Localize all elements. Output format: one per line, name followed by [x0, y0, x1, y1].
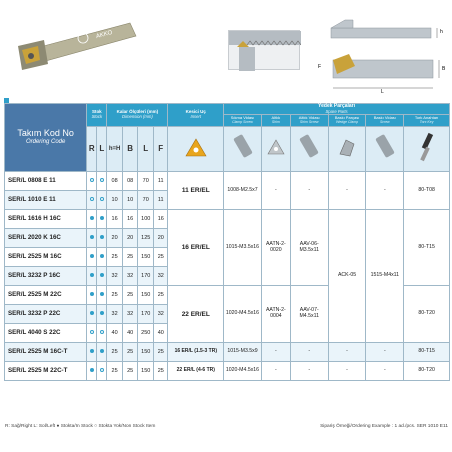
ordering-code-header	[5, 104, 87, 172]
table-row: SER/L 2020 K 16C 20 20 125 20	[5, 229, 450, 248]
dimension-drawing	[315, 14, 450, 96]
col-l: L	[97, 127, 107, 172]
insert-header: Kesici Uç Insert	[168, 104, 224, 127]
machining-diagram	[228, 30, 300, 70]
spare-col-torx-key: Tork Anahtarı Torx Key	[404, 115, 450, 127]
table-row: SER/L 0808 E 11 08 08 70 11 11 ER/EL 1008-M2.5x7 - - - - 80-T08	[5, 172, 450, 191]
label-l: L	[381, 89, 384, 95]
spare-col-screw: Baskı Vidası Screw	[366, 115, 404, 127]
col-h: h=H	[107, 127, 123, 172]
spare-col-wedge-clamp: Baskı Parçası Wedge Clamp	[328, 115, 366, 127]
insert-icon	[168, 127, 224, 172]
table-row: SER/L 2525 M 22C 25 25 150 25 22 ER/EL 1020-M4.5x16 AATN-2-0004 AAV-07-M4.5x11 80-T20	[5, 286, 450, 305]
stock-header: Stok Stock	[87, 104, 107, 127]
table-row: SER/L 4040 S 22C 40 40 250 40	[5, 324, 450, 343]
table-row: SER/L 3232 P 16C 32 32 170 32	[5, 267, 450, 286]
label-f: F	[318, 64, 322, 70]
product-table	[4, 103, 450, 381]
spare-parts-header: Yedek Parçaları Spare Parts	[224, 104, 450, 115]
spare-col-clamp-screw: Sıkma Vidası Clamp Screw	[224, 115, 262, 127]
table-row: SER/L 1616 H 16C 16 16 100 16 16 ER/EL 1015-M3.5x16 AATN-2-0020 AAV-06-M3.5x11 ACK-05 1515-M4x11 80-T15	[5, 210, 450, 229]
ordering-code-title: Takım Kod No	[17, 128, 74, 139]
table-row: SER/L 2525 M 22C-T 25 25 150 25 22 ER/L (4-6 TR) 1020-M4.5x16 - - - - 80-T20	[5, 362, 450, 381]
spare-col-shim: Altlık Shim	[261, 115, 290, 127]
table-row: SER/L 3232 P 22C 32 32 170 32	[5, 305, 450, 324]
shim-screw-icon	[290, 127, 328, 172]
clamp-screw-icon	[224, 127, 262, 172]
col-f: F	[154, 127, 168, 172]
table-row: SER/L 2525 M 16C 25 25 150 25	[5, 248, 450, 267]
dimensions-header: Kalar Ölçüleri (mm) Dimension (mm)	[107, 104, 168, 127]
logo-text: AKKO	[95, 29, 114, 41]
wedge-clamp-icon	[328, 127, 366, 172]
table-row: SER/L 1010 E 11 10 10 70 11	[5, 191, 450, 210]
shim-icon	[261, 127, 290, 172]
col-r: R	[87, 127, 97, 172]
col-b: B	[122, 127, 138, 172]
ordering-code-subtitle: Ordering Code	[25, 139, 66, 146]
ordering-example: Sipariş Örneği/Ordering Example : 1 ad./pcs. SER 1010 E11	[320, 424, 448, 429]
label-h: h	[440, 29, 443, 35]
product-photo	[8, 18, 142, 74]
spare-col-shim-screw: Altlık Vidası Shim Screw	[290, 115, 328, 127]
screw-icon	[366, 127, 404, 172]
label-b: B	[442, 66, 446, 72]
col-len: L	[138, 127, 154, 172]
torx-key-icon	[404, 127, 450, 172]
table-row: SER/L 2525 M 16C-T 25 25 150 25 16 ER/L (1.5-3 TR) 1015-M3.5x9 - - - - 80-T15	[5, 343, 450, 362]
legend: R: Sağ/Right L: Sol/Left ● Stokta/In Stock ○ Stokta Yok/Non Stock Item	[5, 424, 156, 429]
